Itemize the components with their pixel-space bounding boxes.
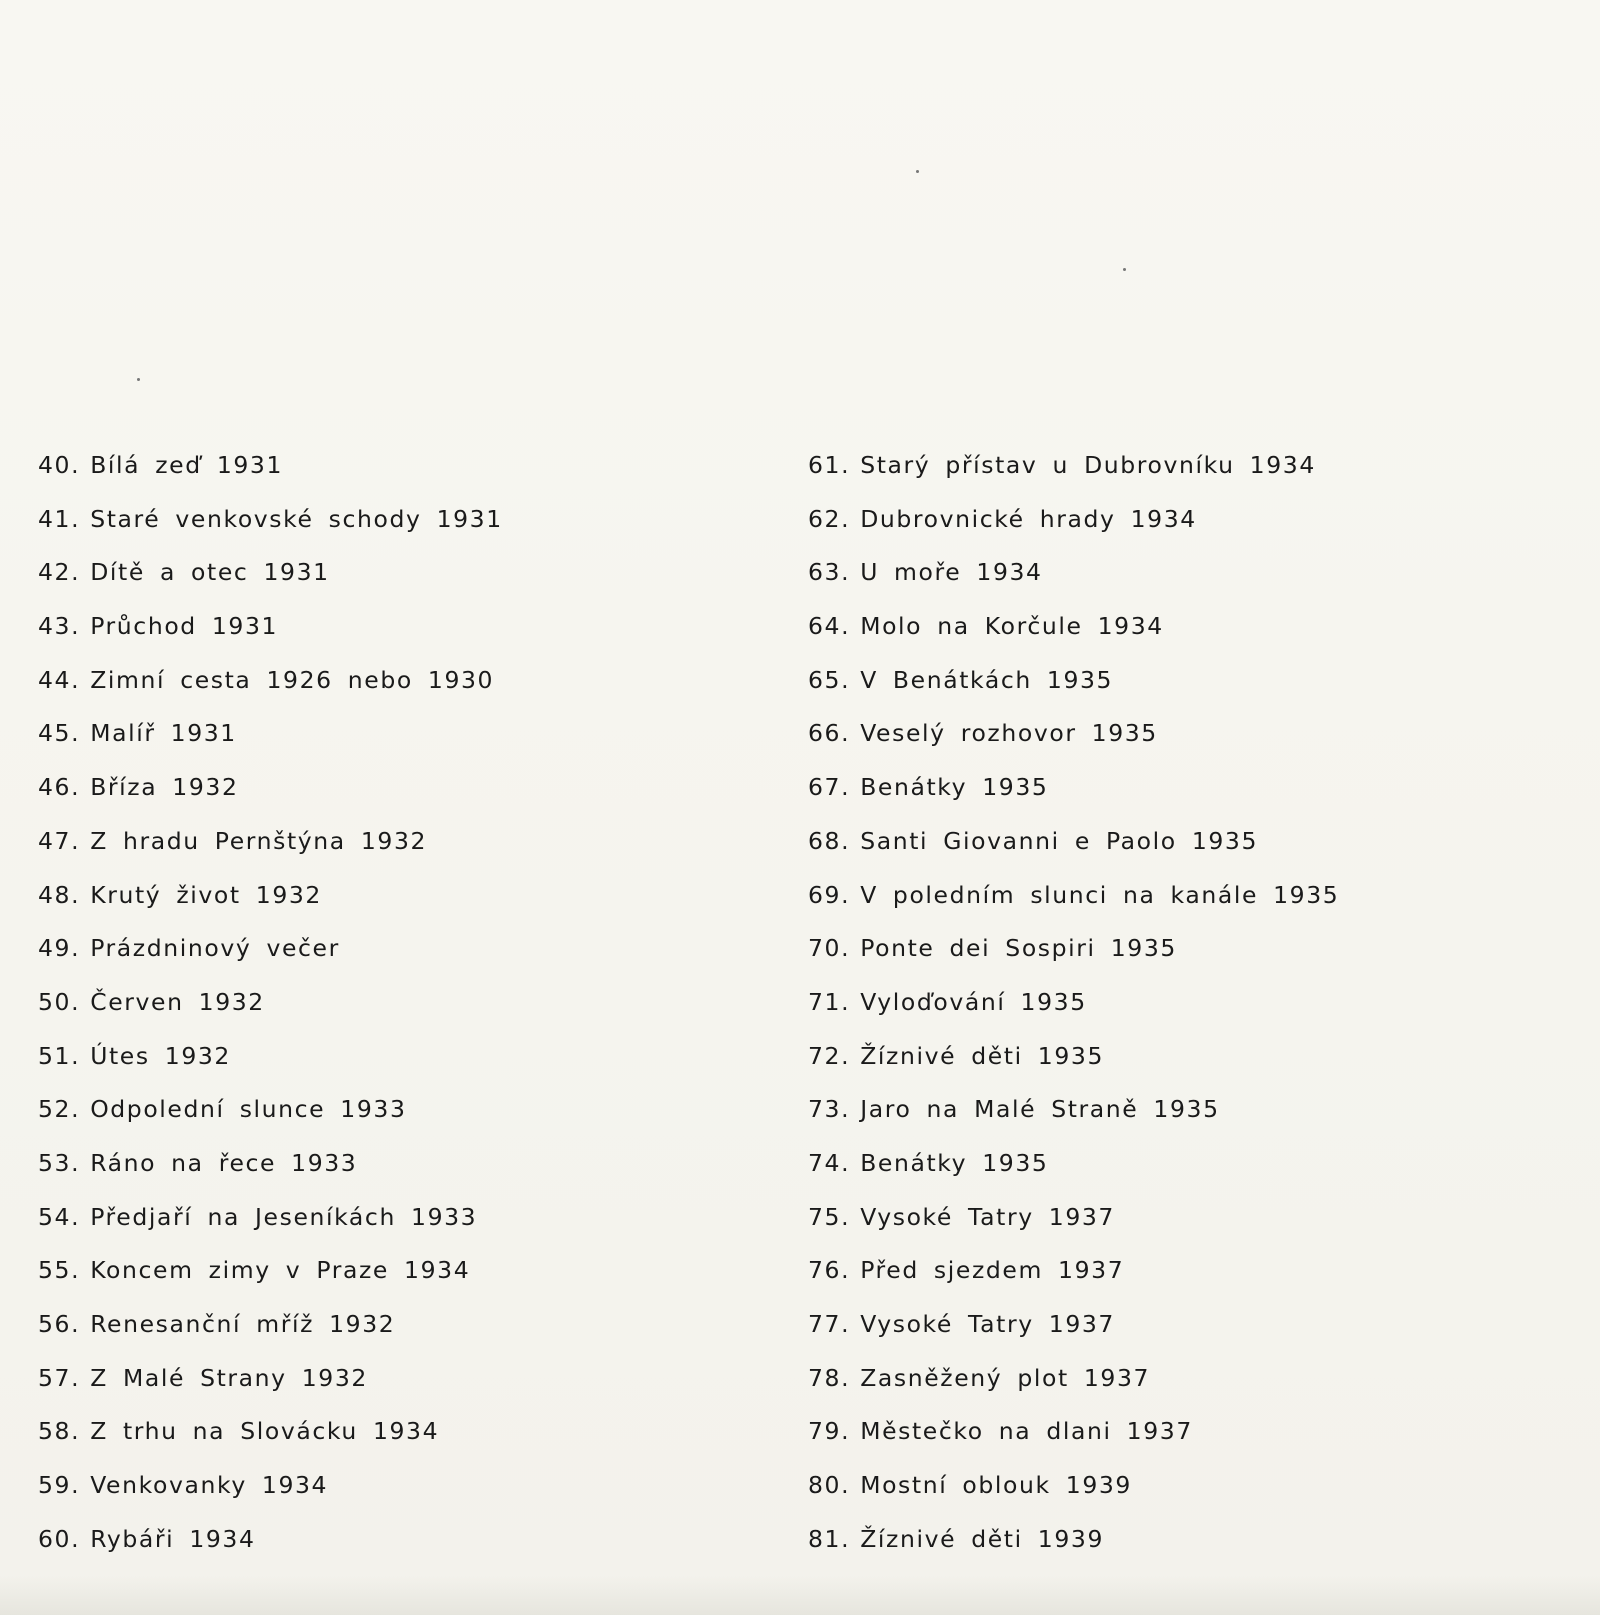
list-item [38,504,503,558]
item-title: Průchod 1931 [90,612,279,641]
item-number: 76. [808,1256,851,1285]
list-item [38,826,503,880]
item-title: Z hradu Pernštýna 1932 [90,826,428,855]
list-item [38,1309,503,1363]
item-title: Dubrovnické hrady 1934 [860,504,1197,533]
item-title: Odpolední slunce 1933 [90,1095,407,1124]
item-title: Koncem zimy v Praze 1934 [90,1256,471,1285]
item-number: 55. [38,1256,81,1285]
item-number: 51. [38,1041,81,1070]
list-item [808,772,1339,826]
list-item [808,557,1339,611]
item-title: Bříza 1932 [90,773,239,802]
list-item [38,1148,503,1202]
list-item [38,1416,503,1470]
item-title: Prázdninový večer [90,934,340,963]
list-item [38,1524,503,1578]
list-item [808,611,1339,665]
list-item [808,504,1339,558]
item-title: Renesanční mříž 1932 [90,1310,396,1338]
item-title: Vyloďování 1935 [860,987,1087,1016]
item-number: 62. [808,504,851,533]
list-item [808,1470,1339,1524]
item-title: Dítě a otec 1931 [90,558,330,587]
list-item [38,1041,503,1095]
item-title: Předjaří na Jeseníkách 1933 [90,1202,478,1231]
item-number: 52. [38,1095,81,1124]
item-number: 45. [38,719,81,748]
list-item [808,665,1339,719]
list-item [808,1148,1339,1202]
list-item [38,1094,503,1148]
item-title: Jaro na Malé Straně 1935 [860,1095,1220,1124]
item-title: V Benátkách 1935 [860,665,1114,694]
item-number: 73. [808,1095,851,1124]
item-number: 74. [808,1148,851,1177]
item-title: Ráno na řece 1933 [90,1148,358,1177]
item-number: 40. [38,451,81,479]
item-number: 78. [808,1363,851,1392]
item-title: Útes 1932 [90,1041,231,1070]
paper-speck [916,170,919,173]
list-item [38,933,503,987]
item-title: Městečko na dlani 1937 [860,1417,1193,1446]
item-number: 47. [38,826,81,855]
item-title: Z Malé Strany 1932 [90,1363,368,1392]
list-item [38,987,503,1041]
item-title: Žíznivé děti 1939 [860,1524,1105,1553]
item-number: 79. [808,1417,851,1446]
item-number: 72. [808,1041,851,1070]
list-item [38,611,503,665]
item-number: 59. [38,1471,81,1500]
item-title: Mostní oblouk 1939 [860,1471,1132,1500]
item-title: Ponte dei Sospiri 1935 [860,934,1177,963]
item-number: 75. [808,1202,851,1231]
item-number: 66. [808,719,851,748]
item-number: 53. [38,1148,81,1177]
item-number: 43. [38,612,81,641]
item-title: Krutý život 1932 [90,880,322,909]
item-number: 68. [808,826,851,855]
item-title: Malíř 1931 [90,719,237,748]
list-item [38,772,503,826]
item-title: Veselý rozhovor 1935 [860,719,1158,748]
item-number: 41. [38,504,81,533]
list-item [38,718,503,772]
item-title: U moře 1934 [860,558,1043,587]
list-item [808,1255,1339,1309]
list-item [808,826,1339,880]
item-title: Zasněžený plot 1937 [860,1363,1151,1392]
item-number: 48. [38,880,81,909]
item-title: Venkovanky 1934 [90,1471,329,1500]
item-title: Červen 1932 [90,987,265,1016]
item-number: 46. [38,773,81,802]
item-title: Vysoké Tatry 1937 [860,1310,1115,1338]
list-item [38,557,503,611]
item-title: Z trhu na Slovácku 1934 [90,1417,440,1446]
list-item [38,665,503,719]
item-title: Benátky 1935 [860,773,1049,802]
list-item [808,1094,1339,1148]
item-number: 54. [38,1202,81,1231]
item-number: 65. [808,665,851,694]
paper-speck [1123,268,1126,271]
item-title: V poledním slunci na kanále 1935 [860,880,1340,909]
list-item [808,1363,1339,1417]
list-item [38,880,503,934]
list-item [808,1309,1339,1363]
item-number: 60. [38,1524,81,1553]
item-number: 56. [38,1310,81,1338]
item-title: Rybáři 1934 [90,1524,256,1553]
item-number: 64. [808,612,851,641]
item-title: Před sjezdem 1937 [860,1256,1125,1285]
item-title: Molo na Korčule 1934 [860,612,1164,641]
list-item [38,1470,503,1524]
item-title: Žíznivé děti 1935 [860,1041,1105,1070]
item-title: Bílá zeď 1931 [90,451,284,479]
item-number: 58. [38,1417,81,1446]
item-number: 77. [808,1310,851,1338]
item-number: 42. [38,558,81,587]
list-item [808,933,1339,987]
list-item [808,880,1339,934]
item-title: Santi Giovanni e Paolo 1935 [860,826,1259,855]
list-item [38,1202,503,1256]
list-item [38,1363,503,1417]
list-item [808,1202,1339,1256]
item-title: Staré venkovské schody 1931 [90,504,503,533]
item-number: 69. [808,880,851,909]
item-title: Vysoké Tatry 1937 [860,1202,1115,1231]
paper-speck [137,378,140,381]
works-list-left [38,450,503,1577]
item-number: 81. [808,1524,851,1553]
list-item [808,450,1339,504]
item-number: 71. [808,987,851,1016]
item-number: 44. [38,665,81,694]
item-number: 49. [38,934,81,963]
item-title: Benátky 1935 [860,1148,1049,1177]
list-item [808,1524,1339,1578]
item-title: Starý přístav u Dubrovníku 1934 [860,451,1316,479]
list-item [808,1416,1339,1470]
item-number: 50. [38,987,81,1016]
item-number: 67. [808,773,851,802]
item-number: 70. [808,934,851,963]
list-item [808,718,1339,772]
item-number: 63. [808,558,851,587]
list-item [38,1255,503,1309]
item-number: 57. [38,1363,81,1392]
item-title: Zimní cesta 1926 nebo 1930 [90,665,495,694]
list-item [808,1041,1339,1095]
works-list-right [808,450,1339,1577]
list-item [38,450,503,504]
item-number: 61. [808,451,851,479]
item-number: 80. [808,1471,851,1500]
list-item [808,987,1339,1041]
